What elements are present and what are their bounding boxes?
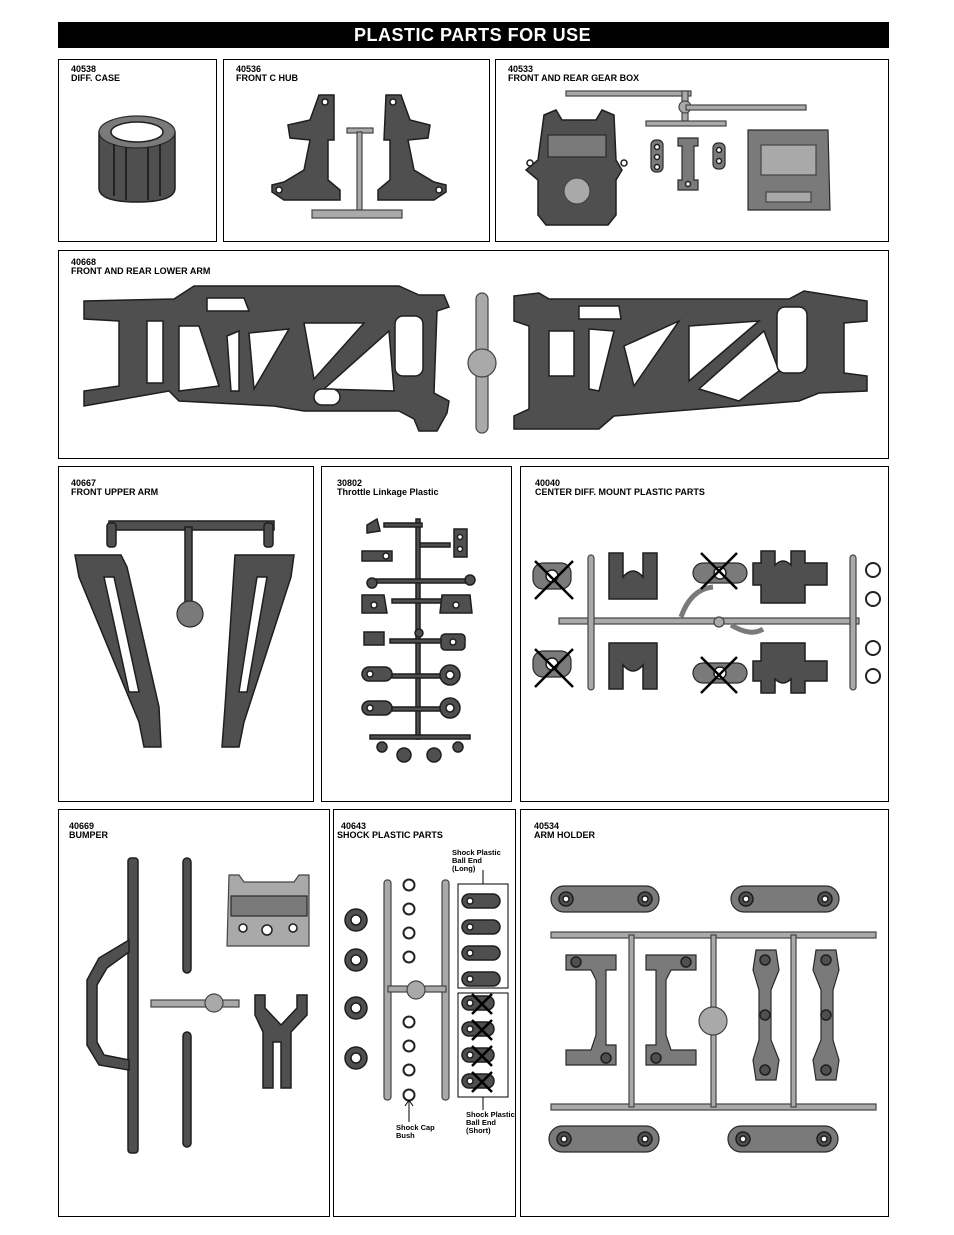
label-ball-end-short: Shock Plastic Ball End (Short) xyxy=(466,1110,515,1135)
panel-bumper xyxy=(58,809,330,1217)
panel-front-c-hub xyxy=(223,59,490,242)
part-number: 40667 xyxy=(71,478,97,488)
part-name: Throttle Linkage Plastic xyxy=(337,487,439,497)
c-hub-illustration xyxy=(224,60,491,243)
upper-arm-illustration xyxy=(59,467,315,803)
part-number: 40668 xyxy=(71,257,97,267)
panel-throttle-linkage xyxy=(321,466,512,802)
bumper-illustration xyxy=(59,810,331,1218)
panel-upper-arm xyxy=(58,466,314,802)
part-name: SHOCK PLASTIC PARTS xyxy=(337,830,443,840)
part-number: 40534 xyxy=(534,821,560,831)
part-name: BUMPER xyxy=(69,830,109,840)
panel-arm-holder xyxy=(520,809,889,1217)
part-number: 40643 xyxy=(341,821,367,831)
throttle-linkage-illustration xyxy=(322,467,513,803)
lower-arm-illustration xyxy=(59,251,890,460)
part-number: 30802 xyxy=(337,478,363,488)
label-shock-cap-bush: Shock Cap Bush xyxy=(396,1123,435,1140)
panel-lower-arm xyxy=(58,250,889,459)
panel-shock-plastic xyxy=(333,809,516,1217)
ball-end-long-group xyxy=(462,894,500,986)
arm-holder-illustration xyxy=(521,810,890,1218)
part-number: 40040 xyxy=(535,478,561,488)
page-title: PLASTIC PARTS FOR USE xyxy=(58,22,889,48)
gear-box-illustration xyxy=(496,60,890,243)
diff-case-illustration xyxy=(59,60,218,243)
part-name: FRONT AND REAR LOWER ARM xyxy=(71,266,211,276)
part-number: 40533 xyxy=(508,64,534,74)
shock-plastic-illustration xyxy=(334,810,517,1218)
part-number: 40536 xyxy=(236,64,262,74)
part-number: 40669 xyxy=(69,821,95,831)
part-name: ARM HOLDER xyxy=(534,830,595,840)
part-name: FRONT UPPER ARM xyxy=(71,487,159,497)
part-name: DIFF. CASE xyxy=(71,73,121,83)
panel-diff-case xyxy=(58,59,217,242)
center-diff-mount-illustration xyxy=(521,467,890,803)
ball-end-short-group xyxy=(462,994,494,1092)
part-number: 40538 xyxy=(71,64,97,74)
part-name: FRONT AND REAR GEAR BOX xyxy=(508,73,640,83)
panel-gear-box xyxy=(495,59,889,242)
panel-center-diff-mount xyxy=(520,466,889,802)
part-name: CENTER DIFF. MOUNT PLASTIC PARTS xyxy=(535,487,705,497)
label-ball-end-long: Shock Plastic Ball End (Long) xyxy=(452,848,501,873)
part-name: FRONT C HUB xyxy=(236,73,298,83)
